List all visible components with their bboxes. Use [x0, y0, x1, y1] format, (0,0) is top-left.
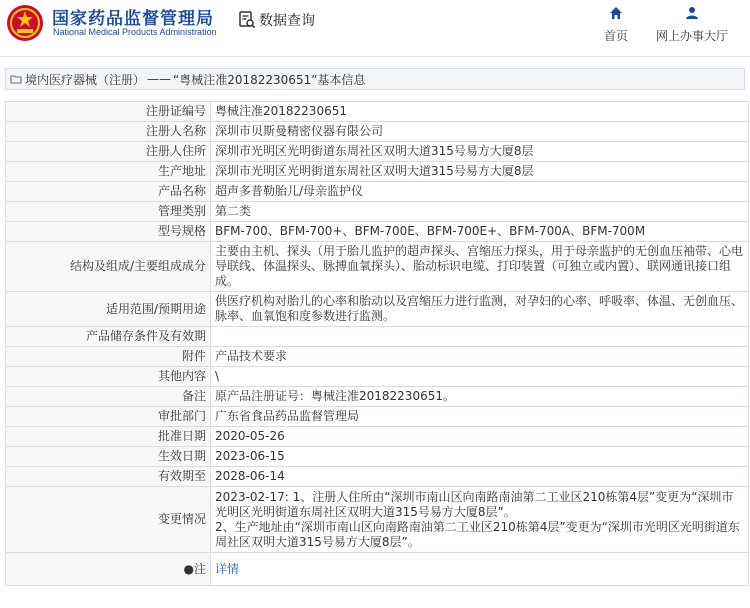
field-label: 管理类别: [6, 202, 211, 222]
home-icon: [609, 6, 623, 20]
table-row: [6, 242, 749, 292]
field-value: 2028-06-14: [211, 467, 749, 487]
site-subtitle: National Medical Products Administration: [53, 27, 217, 37]
nav-service-label: 网上办事大厅: [655, 29, 728, 43]
field-value: BFM-700、BFM-700+、BFM-700E、BFM-700E+、BFM-700A、BFM-700M: [211, 222, 749, 242]
field-value: 深圳市贝斯曼精密仪器有限公司: [211, 122, 749, 142]
national-emblem-icon: [6, 4, 44, 42]
field-label: 注册人住所: [6, 142, 211, 162]
table-row: [6, 292, 749, 327]
field-value: 广东省食品药品监督管理局: [211, 407, 749, 427]
folder-icon: [10, 73, 22, 85]
field-label: 适用范围/预期用途: [6, 292, 211, 327]
note-label: 注: [193, 561, 206, 576]
field-value: 超声多普勒胎儿/母亲监护仪: [211, 182, 749, 202]
table-row: [6, 407, 749, 427]
field-label: 备注: [6, 387, 211, 407]
field-value: 产品技术要求: [211, 347, 749, 367]
field-label: 有效期至: [6, 467, 211, 487]
table-row: [6, 427, 749, 447]
breadcrumb: [5, 68, 745, 90]
table-row: [6, 467, 749, 487]
details-link[interactable]: 详情: [215, 561, 240, 576]
table-row: [6, 202, 749, 222]
field-label: 生效日期: [6, 447, 211, 467]
table-row: [6, 162, 749, 182]
breadcrumb-separator: ——: [147, 72, 172, 86]
field-value: 深圳市光明区光明街道东周社区双明大道315号易方大厦8层: [211, 142, 749, 162]
field-value: 供医疗机构对胎儿的心率和胎动以及宫缩压力进行监测，对孕妇的心率、呼吸率、体温、无创血压、脉率、血氧饱和度参数进行监测。: [211, 292, 749, 327]
document-search-icon: [238, 11, 256, 29]
field-value: 2023-06-15: [211, 447, 749, 467]
data-query-label: 数据查询: [259, 13, 315, 29]
field-label: 产品储存条件及有效期: [6, 327, 211, 347]
nav-home-label: 首页: [603, 29, 628, 43]
breadcrumb-category-link[interactable]: 境内医疗器械（注册）: [25, 72, 146, 87]
table-row: [6, 327, 749, 347]
pin-icon: ●: [183, 561, 194, 576]
registration-info-table: [5, 101, 749, 586]
nav-online-service[interactable]: [653, 6, 731, 44]
table-row: [6, 387, 749, 407]
field-label: 变更情况: [6, 487, 211, 553]
table-row: [6, 447, 749, 467]
note-label-cell: [6, 553, 211, 586]
field-label: 附件: [6, 347, 211, 367]
field-label: 注册人名称: [6, 122, 211, 142]
field-label: 型号规格: [6, 222, 211, 242]
user-icon: [685, 6, 699, 20]
table-row: [6, 102, 749, 122]
field-label: 生产地址: [6, 162, 211, 182]
field-label: 审批部门: [6, 407, 211, 427]
table-row: [6, 367, 749, 387]
table-row-note: [6, 553, 749, 586]
field-label: 结构及组成/主要组成成分: [6, 242, 211, 292]
field-value: 2020-05-26: [211, 427, 749, 447]
field-label: 其他内容: [6, 367, 211, 387]
nav-home[interactable]: [602, 6, 630, 44]
field-label: 产品名称: [6, 182, 211, 202]
site-header: [0, 0, 750, 57]
field-value: 粤械注准20182230651: [211, 102, 749, 122]
field-value: \: [211, 367, 749, 387]
field-value: 深圳市光明区光明街道东周社区双明大道315号易方大厦8层: [211, 162, 749, 182]
field-label: 批准日期: [6, 427, 211, 447]
table-row: [6, 222, 749, 242]
field-value: 原产品注册证号：粤械注准20182230651。: [211, 387, 749, 407]
table-row: [6, 142, 749, 162]
data-query-link[interactable]: [238, 10, 315, 30]
field-value-changes: 2023-02-17: 1、注册人住所由“深圳市南山区向南路南油第二工业区210栋第4层”变更为“深圳市光明区光明街道东周社区双明大道315号易方大厦8层”。 2、生产地址由“深圳市南山区向南路南油第二工业区210栋第4层”变更为“深圳市光明区光明街道东周社区双明大道315号易方大厦8层”。: [211, 487, 749, 553]
note-value-cell: [211, 553, 749, 586]
table-row: [6, 347, 749, 367]
table-row: [6, 487, 749, 553]
field-value: 第二类: [211, 202, 749, 222]
field-value: [211, 327, 749, 347]
field-label: 注册证编号: [6, 102, 211, 122]
breadcrumb-current: “粤械注准20182230651”基本信息: [173, 72, 366, 87]
table-row: [6, 122, 749, 142]
site-title[interactable]: 国家药品监督管理局: [52, 9, 214, 29]
table-row: [6, 182, 749, 202]
field-value: 主要由主机、探头（用于胎儿监护的超声探头、宫缩压力探头，用于母亲监护的无创血压袖带、心电导联线、体温探头、脉搏血氧探头）、胎动标识电缆、打印装置（可独立或内置）、联网通讯接口组成。: [211, 242, 749, 292]
